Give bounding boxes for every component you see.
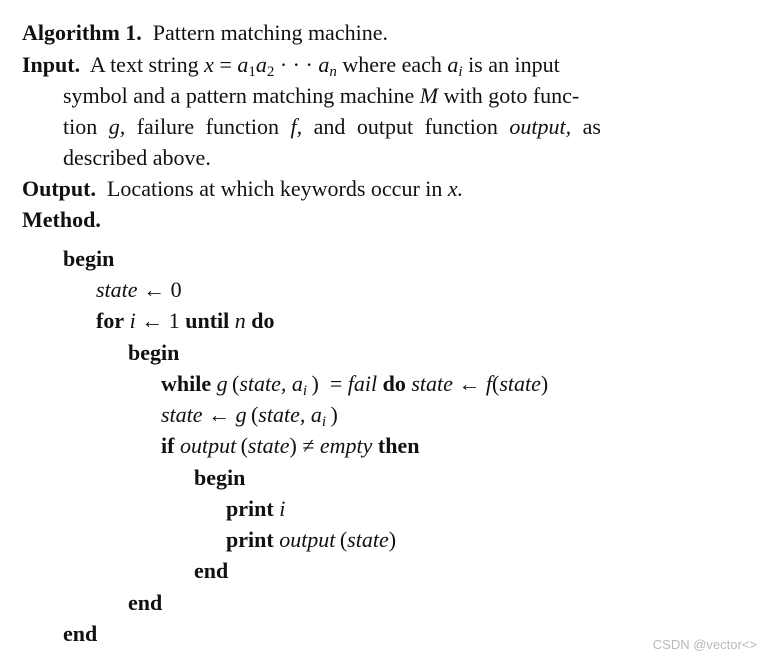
equals-sign: = xyxy=(219,52,232,77)
code-print-output xyxy=(226,527,396,553)
output-label: Output. xyxy=(22,176,96,201)
input-line2-a: symbol and a pattern matching machine xyxy=(63,83,415,108)
method-line xyxy=(22,207,101,233)
func-output: output xyxy=(279,527,336,552)
code-end-if xyxy=(194,558,228,584)
func-g: g xyxy=(216,371,228,396)
code-if xyxy=(161,433,419,459)
kw-if: if xyxy=(161,433,175,458)
kw-end: end xyxy=(63,621,98,646)
num-zero: 0 xyxy=(170,277,182,302)
ellipsis: · · · xyxy=(279,52,313,77)
kw-begin: begin xyxy=(194,465,246,490)
algorithm-label: Algorithm 1. xyxy=(22,20,142,45)
kw-end: end xyxy=(194,558,229,583)
sub-1: 1 xyxy=(248,64,256,80)
var-g: g, xyxy=(108,114,126,139)
var-state: state xyxy=(247,433,290,458)
lparen: ( xyxy=(240,433,248,458)
kw-print: print xyxy=(226,496,274,521)
var-M: M xyxy=(419,83,439,108)
lparen: ( xyxy=(250,402,259,427)
var-state: state, xyxy=(239,371,287,396)
kw-until: until xyxy=(185,308,230,333)
output-line xyxy=(22,176,463,202)
sub-i: i xyxy=(321,414,327,430)
num-one: 1 xyxy=(168,308,180,333)
kw-begin: begin xyxy=(63,246,115,271)
sub-2: 2 xyxy=(266,64,275,80)
input-line4: described above. xyxy=(63,145,211,170)
code-print-i xyxy=(226,496,285,522)
var-state: state xyxy=(347,527,389,552)
input-line3-d: as xyxy=(582,114,601,139)
code-end-outer xyxy=(63,621,97,647)
input-line3-a: tion xyxy=(63,114,98,139)
algorithm-heading xyxy=(22,20,388,46)
input-line-4 xyxy=(63,145,211,171)
assign-arrow: ← xyxy=(143,277,166,302)
code-begin-outer xyxy=(63,246,114,272)
input-line3-c: and output function xyxy=(313,114,498,139)
var-state: state xyxy=(499,371,541,396)
var-a2: a xyxy=(255,52,267,77)
lparen: ( xyxy=(232,371,240,396)
code-state-init xyxy=(96,277,182,303)
input-text-c: is an input xyxy=(468,52,560,77)
output-var-x: x. xyxy=(447,176,464,201)
method-label: Method. xyxy=(22,207,101,232)
kw-print: print xyxy=(226,527,274,552)
var-a: a xyxy=(291,371,303,396)
var-state: state xyxy=(96,277,138,302)
var-state: state xyxy=(161,402,203,427)
func-output: output xyxy=(179,433,237,458)
input-text-b: where each xyxy=(342,52,442,77)
rparen: ) xyxy=(540,371,549,396)
var-f: f, xyxy=(290,114,303,139)
code-for-loop xyxy=(96,308,275,334)
const-empty: empty xyxy=(319,433,373,458)
var-i: i xyxy=(129,308,136,333)
code-begin-for xyxy=(128,340,179,366)
not-equal-sign: ≠ xyxy=(302,433,315,458)
assign-arrow: ← xyxy=(208,402,231,427)
input-line-3 xyxy=(63,114,737,140)
algorithm-title: Pattern matching machine. xyxy=(152,20,388,45)
sub-n: n xyxy=(329,64,337,80)
var-state: state, xyxy=(258,402,306,427)
var-output: output, xyxy=(509,114,572,139)
func-f: f xyxy=(485,371,493,396)
kw-begin: begin xyxy=(128,340,180,365)
var-n: n xyxy=(234,308,246,333)
output-text: Locations at which keywords occur in xyxy=(106,176,443,201)
input-text-a: A text string xyxy=(89,52,199,77)
sub-i: i xyxy=(302,383,308,399)
var-i: i xyxy=(279,496,286,521)
kw-end: end xyxy=(128,590,163,615)
watermark: CSDN @vector<> xyxy=(652,637,757,652)
input-line2-b: with goto func- xyxy=(443,83,580,108)
kw-then: then xyxy=(377,433,420,458)
lparen: ( xyxy=(492,371,500,396)
rparen: ) xyxy=(311,371,319,396)
input-line-2 xyxy=(63,83,737,109)
code-while xyxy=(161,371,548,397)
var-a: a xyxy=(310,402,322,427)
code-begin-if xyxy=(194,465,245,491)
code-state-goto xyxy=(161,402,338,428)
kw-do: do xyxy=(251,308,275,333)
var-state: state xyxy=(411,371,453,396)
input-line-1 xyxy=(22,52,736,78)
kw-while: while xyxy=(161,371,212,396)
var-a1: a xyxy=(237,52,249,77)
var-an: a xyxy=(318,52,330,77)
var-ai: a xyxy=(447,52,459,77)
input-label: Input. xyxy=(22,52,81,77)
func-g: g xyxy=(235,402,247,427)
code-end-for xyxy=(128,590,162,616)
rparen: ) xyxy=(388,527,397,552)
const-fail: fail xyxy=(347,371,378,396)
var-x: x xyxy=(204,52,214,77)
assign-arrow: ← xyxy=(141,308,164,333)
kw-for: for xyxy=(96,308,125,333)
rparen: ) xyxy=(289,433,297,458)
kw-do: do xyxy=(382,371,406,396)
sub-i: i xyxy=(458,64,463,80)
input-line3-b: failure function xyxy=(136,114,279,139)
rparen: ) xyxy=(330,402,338,427)
equals-sign: = xyxy=(329,371,343,396)
lparen: ( xyxy=(339,527,348,552)
assign-arrow: ← xyxy=(458,371,481,396)
